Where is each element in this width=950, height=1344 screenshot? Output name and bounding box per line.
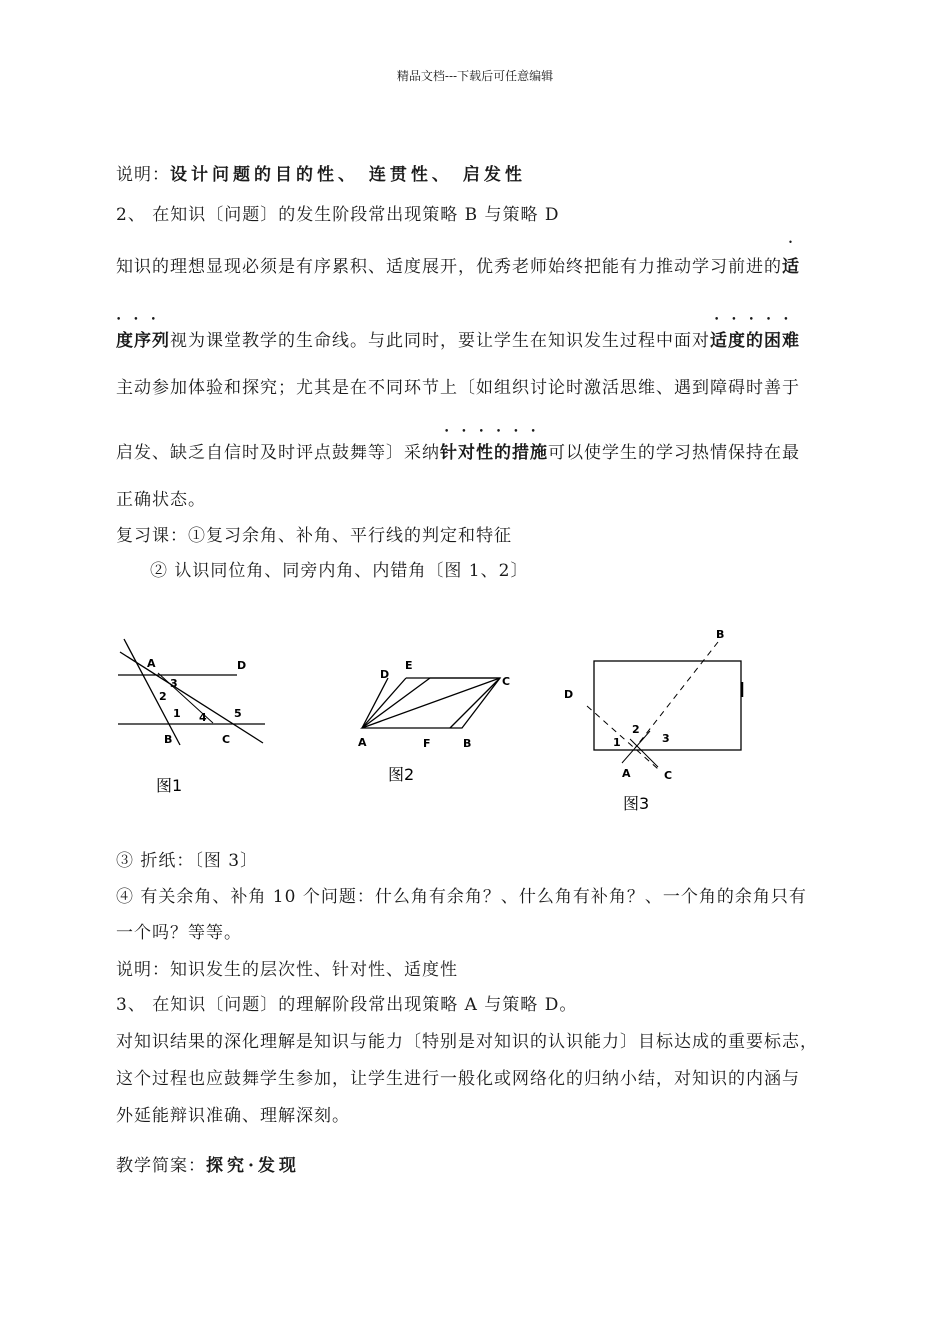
fig3-label-c: C bbox=[664, 769, 673, 782]
fig3-label-3: 3 bbox=[662, 732, 670, 745]
para1-line4 bbox=[116, 427, 800, 463]
para1-emphasis-measures: •••••• 针对性的措施 bbox=[440, 427, 548, 463]
item-4-line1: ④ 有关余角、补角 10 个问题：什么角有余角？、什么角有补角？、一个角的余角只有 bbox=[116, 887, 807, 907]
fig2-label-e: E bbox=[405, 659, 413, 672]
fig3-label-1: 1 bbox=[613, 736, 621, 749]
fig2-label-c: C bbox=[502, 675, 511, 688]
para2-line1: 对知识结果的深化理解是知识与能力〔特别是对知识的认识能力〕目标达成的重要标志， bbox=[116, 1032, 818, 1052]
fig3-label-d: D bbox=[564, 688, 574, 701]
para1-text-4: 可以使学生的学习热情保持在最 bbox=[548, 443, 800, 463]
para2-line2: 这个过程也应鼓舞学生参加，让学生进行一般化或网络化的归纳小结，对知识的内涵与 bbox=[116, 1069, 800, 1089]
fig2-label-b: B bbox=[463, 737, 472, 750]
review-line-2: ② 认识同位角、同旁内角、内错角〔图 1、2〕 bbox=[150, 561, 529, 581]
para1-text: 知识的理想显现必须是有序累积、适度展开，优秀老师始终把能有力推动学习前进的 bbox=[116, 257, 782, 277]
figure-2 bbox=[362, 678, 500, 728]
fig1-label-2: 2 bbox=[159, 690, 167, 703]
plan-title: 探究·发现 bbox=[206, 1156, 300, 1176]
figure-3-caption: 图3 bbox=[623, 794, 650, 813]
para1-line1 bbox=[116, 252, 800, 277]
figures-area bbox=[110, 615, 770, 830]
plan-label: 教学简案： bbox=[116, 1156, 206, 1176]
fig1-label-1: 1 bbox=[173, 707, 181, 720]
figure-3-labels bbox=[564, 628, 724, 782]
figure-1 bbox=[118, 639, 265, 745]
fig1-label-c: C bbox=[222, 733, 231, 746]
fig3-label-a: A bbox=[622, 767, 631, 780]
section-3-heading: 3、 在知识〔问题〕的理解阶段常出现策略 A 与策略 D。 bbox=[116, 995, 578, 1015]
note-label: 说明： bbox=[116, 165, 170, 185]
fig2-label-d: D bbox=[380, 668, 390, 681]
figure-1-labels bbox=[147, 657, 246, 746]
para1-emphasis-seq: ••• 度序列 bbox=[116, 315, 170, 351]
fig1-label-5: 5 bbox=[234, 707, 242, 720]
fig1-label-a: A bbox=[147, 657, 156, 670]
para1-text-2: 视为课堂教学的生命线。与此同时，要让学生在知识发生过程中面对 bbox=[170, 331, 710, 351]
item-4-line2: 一个吗？等等。 bbox=[116, 923, 242, 943]
fig1-label-4: 4 bbox=[199, 711, 207, 724]
section-2-heading: 2、 在知识〔问题〕的发生阶段常出现策略 B 与策略 D bbox=[116, 205, 560, 225]
fig3-label-b: B bbox=[716, 628, 725, 641]
fig1-label-3: 3 bbox=[170, 677, 178, 690]
fig3-label-2: 2 bbox=[632, 723, 640, 736]
plan-line bbox=[116, 1151, 300, 1176]
fig2-label-f: F bbox=[423, 737, 431, 750]
fig2-label-a: A bbox=[358, 736, 367, 749]
figure-2-labels bbox=[358, 659, 510, 750]
note-emphasis: 设计问题的目的性、 连贯性、 启发性 bbox=[170, 165, 526, 185]
note-line-1 bbox=[116, 160, 526, 185]
review-line-1: 复习课：①复习余角、补角、平行线的判定和特征 bbox=[116, 526, 512, 546]
fig1-label-b: B bbox=[164, 733, 173, 746]
page-header: 精品文档---下载后可任意编辑 bbox=[396, 69, 554, 83]
figure-3 bbox=[587, 642, 742, 769]
para1-line3: 主动参加体验和探究；尤其是在不同环节上〔如组织讨论时激活思维、遇到障碍时善于 bbox=[116, 378, 800, 398]
item-3: ③ 折纸：〔图 3〕 bbox=[116, 851, 259, 871]
para1-line5: 正确状态。 bbox=[116, 490, 206, 510]
para1-line2 bbox=[116, 315, 801, 351]
para2-line3: 外延能辩识准确、理解深刻。 bbox=[116, 1106, 350, 1126]
note-line-2: 说明：知识发生的层次性、针对性、适度性 bbox=[116, 960, 458, 980]
para1-text-3: 启发、缺乏自信时及时评点鼓舞等〕采纳 bbox=[116, 443, 440, 463]
para1-emphasis: 适 bbox=[782, 257, 800, 277]
figure-1-caption: 图1 bbox=[156, 776, 183, 795]
para1-emphasis-difficulty: ••••• 适度的困难 bbox=[710, 315, 801, 351]
fig1-label-d: D bbox=[237, 659, 247, 672]
figure-2-caption: 图2 bbox=[388, 765, 415, 784]
